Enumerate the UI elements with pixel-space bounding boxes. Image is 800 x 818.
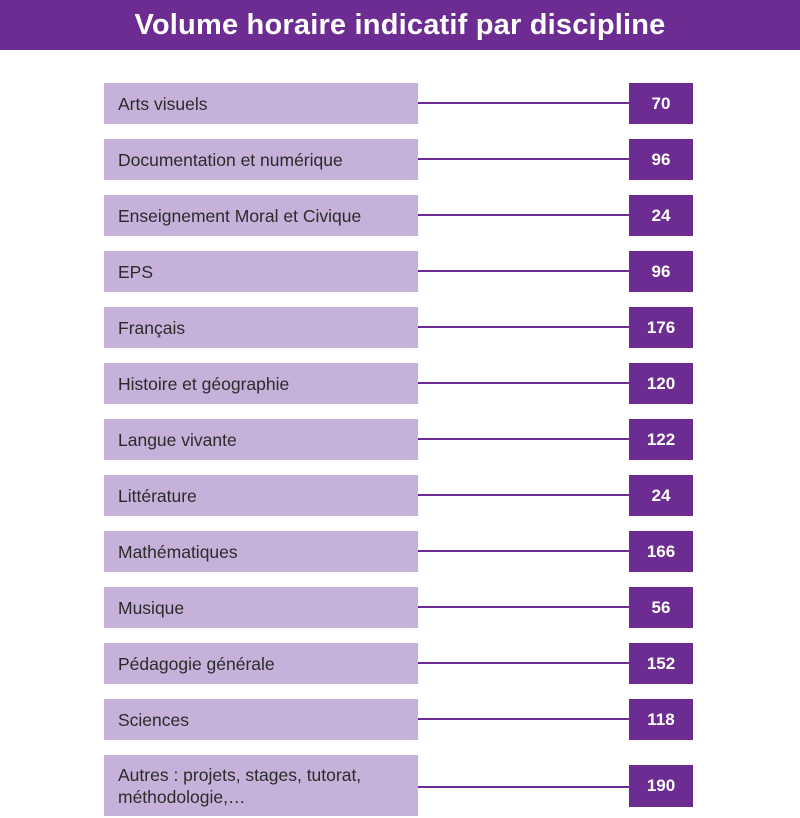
hours-value: 70 (629, 83, 693, 124)
discipline-label: Pédagogie générale (104, 643, 418, 684)
connector-line (418, 102, 629, 104)
connector-line (418, 326, 629, 328)
hours-value: 56 (629, 587, 693, 628)
discipline-label: Autres : projets, stages, tutorat, méthodologie,… (104, 755, 418, 816)
discipline-label: Littérature (104, 475, 418, 516)
connector-line (418, 494, 629, 496)
discipline-label: Enseignement Moral et Civique (104, 195, 418, 236)
hours-value: 24 (629, 195, 693, 236)
connector-line (418, 158, 629, 160)
discipline-label: Mathématiques (104, 531, 418, 572)
connector-line (418, 270, 629, 272)
discipline-label: Langue vivante (104, 419, 418, 460)
hours-value: 96 (629, 251, 693, 292)
hours-value: 176 (629, 307, 693, 348)
page-title: Volume horaire indicatif par discipline (134, 8, 666, 41)
hours-value: 118 (629, 699, 693, 740)
discipline-label: Documentation et numérique (104, 139, 418, 180)
connector-line (418, 718, 629, 720)
connector-line (418, 214, 629, 216)
connector-line (418, 438, 629, 440)
hours-value: 166 (629, 531, 693, 572)
discipline-label: Arts visuels (104, 83, 418, 124)
connector-line (418, 786, 629, 788)
discipline-label: Français (104, 307, 418, 348)
discipline-label: Musique (104, 587, 418, 628)
discipline-label: Histoire et géographie (104, 363, 418, 404)
discipline-label: EPS (104, 251, 418, 292)
hours-value: 122 (629, 419, 693, 460)
connector-line (418, 662, 629, 664)
hours-value: 120 (629, 363, 693, 404)
connector-line (418, 382, 629, 384)
hours-value: 190 (629, 765, 693, 807)
hours-value: 24 (629, 475, 693, 516)
discipline-label: Sciences (104, 699, 418, 740)
hours-value: 152 (629, 643, 693, 684)
hours-value: 96 (629, 139, 693, 180)
connector-line (418, 550, 629, 552)
connector-line (418, 606, 629, 608)
